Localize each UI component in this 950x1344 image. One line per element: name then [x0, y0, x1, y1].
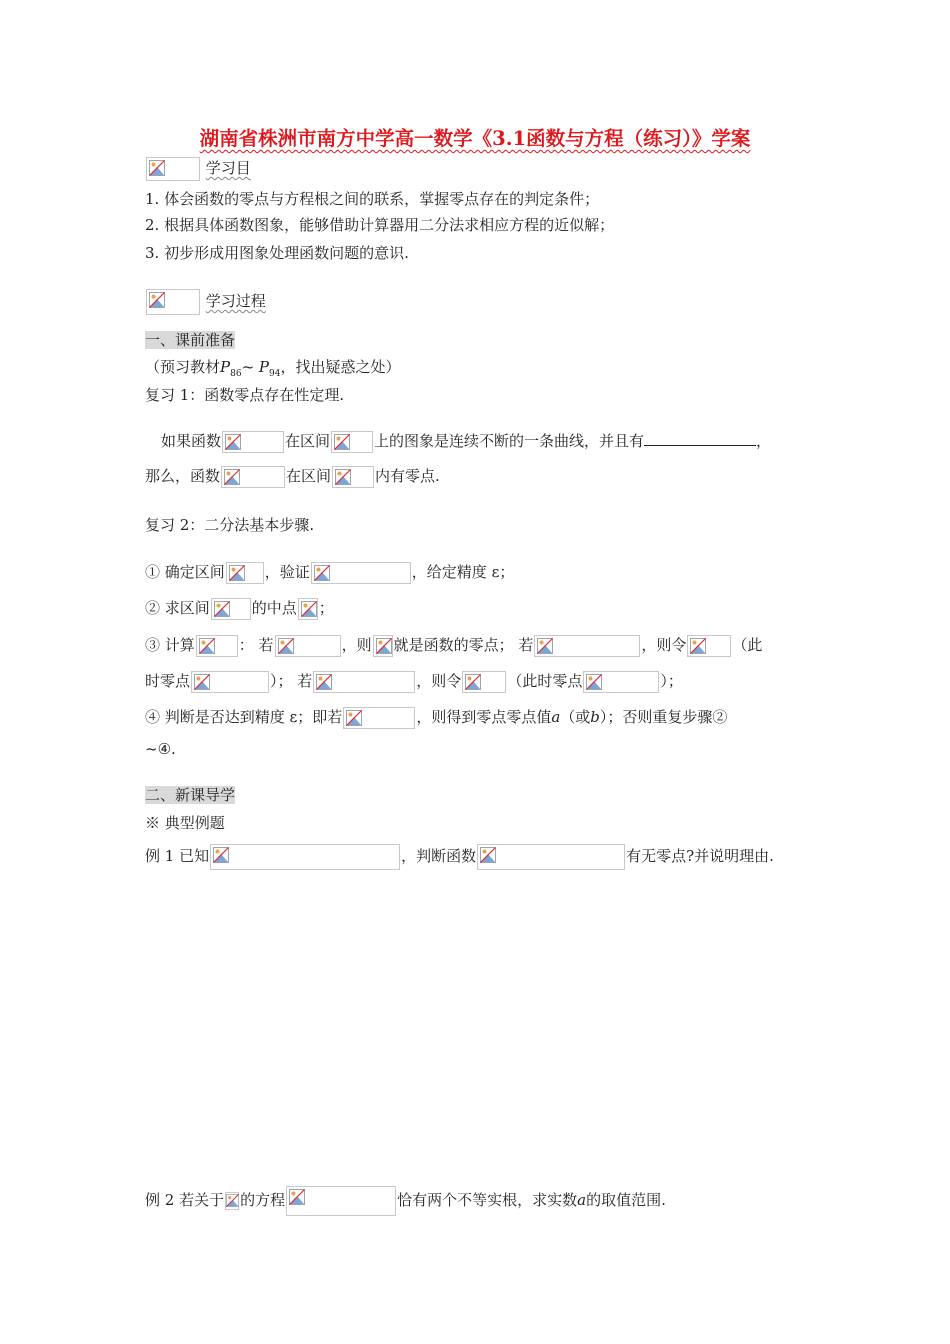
objective-item: 3. 初步形成用图象处理函数问题的意识. [145, 244, 409, 262]
document-title: 湖南省株洲市南方中学高一数学《3.1函数与方程（练习）》学案 [199, 127, 751, 150]
formula-image-icon [477, 844, 625, 870]
bisection-step-3-cont: 时零点 ）； 若 ，则令 （此时零点 ）； [145, 671, 683, 693]
formula-image-icon [210, 844, 400, 870]
review-2-heading: 复习 2：二分法基本步骤. [145, 516, 315, 534]
formula-image-icon [275, 635, 341, 657]
image-placeholder-icon [146, 289, 200, 315]
review-1-heading: 复习 1：函数零点存在性定理. [145, 386, 345, 404]
bisection-step-3: ③ 计算 ： 若 ，则 就是函数的零点； 若 ，则令 （此 [145, 635, 762, 657]
image-placeholder-icon [146, 157, 200, 181]
objective-item: 2. 根据具体函数图象，能够借助计算器用二分法求相应方程的近似解； [145, 216, 615, 234]
formula-image-icon [534, 635, 640, 657]
formula-image-icon [583, 671, 659, 693]
formula-image-icon [211, 598, 251, 620]
formula-image-icon [226, 562, 264, 584]
formula-image-icon [462, 671, 506, 693]
formula-image-icon [225, 1192, 239, 1210]
formula-image-icon [222, 431, 284, 453]
section-heading-prep: 一、课前准备 [145, 331, 236, 349]
formula-image-icon [191, 671, 269, 693]
formula-image-icon [373, 635, 393, 657]
bisection-step-4-cont: ~④. [145, 740, 176, 758]
formula-image-icon [311, 562, 411, 584]
process-heading-label: 学习过程 [205, 292, 266, 310]
preview-note: （预习教材$P_{86}\sim$ $P_{94}$，找出疑惑之处） [145, 358, 401, 379]
example-2: 例 2 若关于 的方程 恰有两个不等实根，求实数a的取值范围. [145, 1186, 666, 1216]
formula-image-icon [332, 466, 374, 488]
objective-item: 1. 体会函数的零点与方程根之间的联系，掌握零点存在的判定条件； [145, 190, 600, 208]
section-heading-new-lesson: 二、新课导学 [145, 786, 236, 804]
bisection-step-4: ④ 判断是否达到精度 ε；即若 ，则得到零点零点值a（或b）；否则重复步骤② [145, 707, 727, 729]
example-1: 例 1 已知 ，判断函数 有无零点?并说明理由. [145, 844, 774, 870]
formula-image-icon [313, 671, 415, 693]
formula-image-icon [196, 635, 238, 657]
formula-image-icon [298, 598, 318, 620]
bisection-step-2: ② 求区间 的中点 ； [145, 598, 334, 620]
fill-in-blank[interactable] [644, 431, 756, 446]
formula-image-icon [286, 1186, 396, 1216]
theorem-line-2: 那么，函数 在区间 内有零点. [145, 466, 440, 488]
formula-image-icon [687, 635, 731, 657]
objectives-heading [145, 157, 251, 181]
formula-image-icon [331, 431, 373, 453]
examples-heading: ※ 典型例题 [145, 814, 225, 832]
theorem-line-1: 如果函数 在区间 上的图象是连续不断的一条曲线，并且有 ， [161, 431, 771, 453]
process-heading [145, 289, 266, 315]
formula-image-icon [343, 707, 415, 729]
objectives-heading-label: 学习目 [205, 159, 251, 177]
bisection-step-1: ① 确定区间 ，验证 ，给定精度 ε； [145, 562, 514, 584]
formula-image-icon [221, 466, 285, 488]
